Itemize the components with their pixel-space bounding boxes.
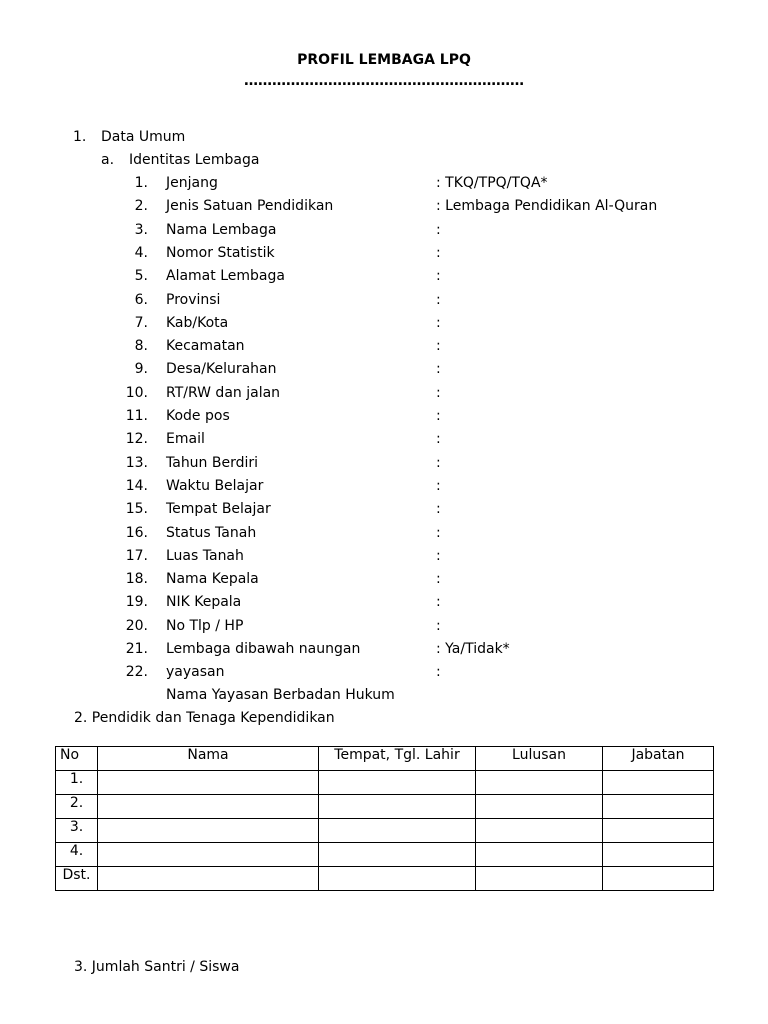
column-header-no: No (56, 747, 98, 771)
field-label: Tempat Belajar (166, 501, 271, 517)
title-dotted-line: …………………………………………………… (244, 73, 524, 89)
field-label: Provinsi (166, 292, 221, 308)
field-value[interactable]: : (436, 245, 441, 261)
field-value[interactable]: : Ya/Tidak* (436, 641, 510, 657)
subsection-a-label: Identitas Lembaga (129, 152, 260, 168)
field-value[interactable]: : Lembaga Pendidikan Al-Quran (436, 198, 658, 214)
section2-heading: 2. Pendidik dan Tenaga Kependidikan (74, 710, 335, 726)
row-number: 3. (56, 819, 98, 843)
table-row (56, 771, 714, 795)
cell-lulusan[interactable] (476, 819, 603, 843)
field-number: 12. (125, 431, 148, 447)
cell-jabatan[interactable] (603, 867, 714, 891)
field-number: 3. (134, 222, 148, 238)
field-value[interactable]: : (436, 618, 441, 634)
field-value[interactable]: : (436, 571, 441, 587)
column-header-jabatan: Jabatan (603, 747, 714, 771)
row-number: Dst. (56, 867, 98, 891)
cell-lulusan[interactable] (476, 867, 603, 891)
cell-lulusan[interactable] (476, 771, 603, 795)
cell-jabatan[interactable] (603, 771, 714, 795)
field-label: NIK Kepala (166, 594, 242, 610)
cell-lulusan[interactable] (476, 795, 603, 819)
field-number: 19. (125, 594, 148, 610)
field-number: 20. (125, 618, 148, 634)
field-number: 11. (125, 408, 148, 424)
field-value[interactable]: : (436, 338, 441, 354)
section1-number: 1. (73, 129, 87, 145)
field-number: 2. (134, 198, 148, 214)
field-number: 8. (134, 338, 148, 354)
field-label: Jenjang (166, 175, 218, 191)
field-number: 14. (125, 478, 148, 494)
field-label: Desa/Kelurahan (166, 361, 277, 377)
field-value[interactable]: : (436, 222, 441, 238)
field-number: 5. (134, 268, 148, 284)
field-value[interactable]: : (436, 548, 441, 564)
field-value[interactable]: : (436, 361, 441, 377)
cell-nama[interactable] (98, 771, 319, 795)
cell-tempat-tgl-lahir[interactable] (319, 771, 476, 795)
field-value[interactable]: : (436, 268, 441, 284)
field-number: 6. (134, 292, 148, 308)
row-number: 2. (56, 795, 98, 819)
field-number: 9. (134, 361, 148, 377)
field-value[interactable]: : (436, 431, 441, 447)
column-header-nama: Nama (98, 747, 319, 771)
table-row (56, 843, 714, 867)
field-label: yayasan (166, 664, 225, 680)
cell-tempat-tgl-lahir[interactable] (319, 843, 476, 867)
field-label: Nomor Statistik (166, 245, 275, 261)
field-label: Kode pos (166, 408, 230, 424)
cell-jabatan[interactable] (603, 819, 714, 843)
column-header-lulusan: Lulusan (476, 747, 603, 771)
field-value[interactable]: : (436, 501, 441, 517)
yayasan-name-line: Nama Yayasan Berbadan Hukum (166, 687, 395, 703)
section1-label: Data Umum (101, 129, 186, 145)
document-title: PROFIL LEMBAGA LPQ (297, 52, 471, 68)
field-value[interactable]: : (436, 315, 441, 331)
field-number: 16. (125, 525, 148, 541)
table-row (56, 795, 714, 819)
field-label: Luas Tanah (166, 548, 244, 564)
field-value[interactable]: : (436, 455, 441, 471)
field-number: 4. (134, 245, 148, 261)
row-number: 4. (56, 843, 98, 867)
subsection-a-letter: a. (101, 152, 115, 168)
field-number: 18. (125, 571, 148, 587)
field-number: 22. (125, 664, 148, 680)
field-value[interactable]: : (436, 408, 441, 424)
field-value[interactable]: : (436, 664, 441, 680)
cell-nama[interactable] (98, 819, 319, 843)
field-number: 21. (125, 641, 148, 657)
field-label: Nama Kepala (166, 571, 259, 587)
field-label: Status Tanah (166, 525, 257, 541)
field-value[interactable]: : (436, 525, 441, 541)
field-label: Nama Lembaga (166, 222, 277, 238)
field-label: Jenis Satuan Pendidikan (166, 198, 334, 214)
field-value[interactable]: : (436, 594, 441, 610)
section3-heading: 3. Jumlah Santri / Siswa (74, 959, 240, 975)
table-row (56, 819, 714, 843)
field-value[interactable]: : (436, 478, 441, 494)
field-label: Kecamatan (166, 338, 245, 354)
column-header-tempat-tgl-lahir: Tempat, Tgl. Lahir (319, 747, 476, 771)
table-row (56, 867, 714, 891)
field-value[interactable]: : (436, 292, 441, 308)
field-label: Alamat Lembaga (166, 268, 285, 284)
field-number: 17. (125, 548, 148, 564)
cell-tempat-tgl-lahir[interactable] (319, 867, 476, 891)
field-label: Email (166, 431, 205, 447)
field-label: Kab/Kota (166, 315, 229, 331)
field-label: Tahun Berdiri (166, 455, 259, 471)
field-label: RT/RW dan jalan (166, 385, 281, 401)
field-label: No Tlp / HP (166, 618, 244, 634)
field-label: Waktu Belajar (166, 478, 264, 494)
cell-tempat-tgl-lahir[interactable] (319, 795, 476, 819)
cell-nama[interactable] (98, 795, 319, 819)
field-value[interactable]: : (436, 385, 441, 401)
cell-nama[interactable] (98, 867, 319, 891)
cell-jabatan[interactable] (603, 795, 714, 819)
field-number: 10. (125, 385, 148, 401)
field-number: 7. (134, 315, 148, 331)
cell-jabatan[interactable] (603, 843, 714, 867)
row-number: 1. (56, 771, 98, 795)
cell-tempat-tgl-lahir[interactable] (319, 819, 476, 843)
cell-nama[interactable] (98, 843, 319, 867)
field-number: 1. (134, 175, 148, 191)
field-number: 13. (125, 455, 148, 471)
field-number: 15. (125, 501, 148, 517)
staff-table-header-row (56, 747, 714, 771)
field-label: Lembaga dibawah naungan (166, 641, 361, 657)
staff-table (55, 746, 714, 891)
field-value[interactable]: : TKQ/TPQ/TQA* (436, 175, 548, 191)
cell-lulusan[interactable] (476, 843, 603, 867)
